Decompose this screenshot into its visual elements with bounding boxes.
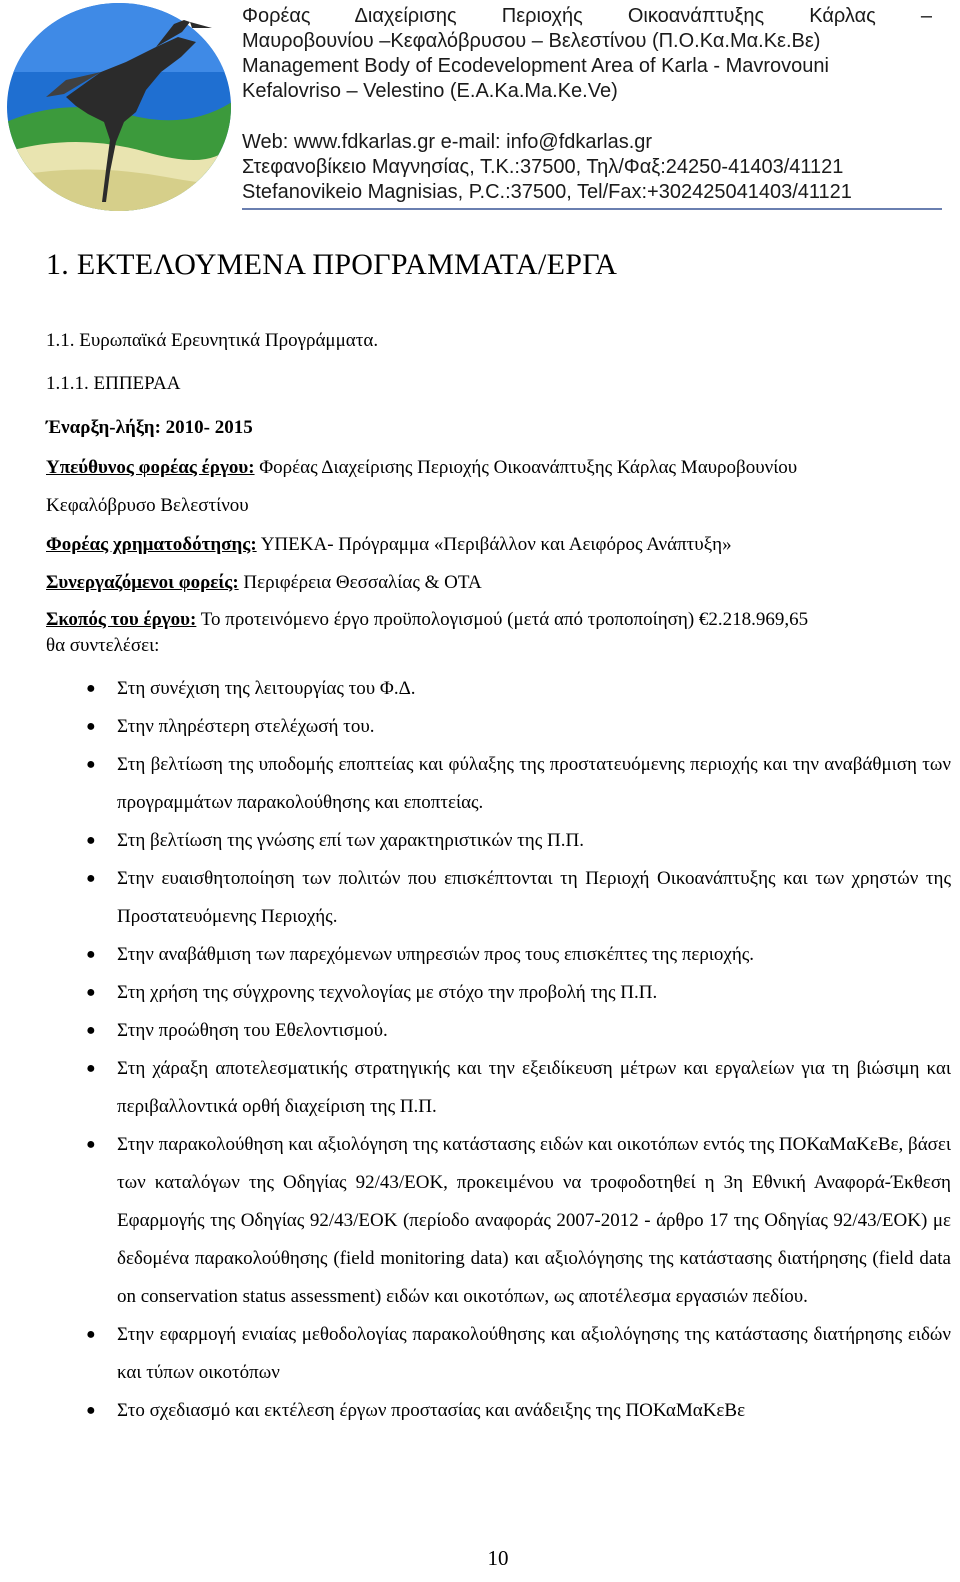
responsible-line	[46, 455, 797, 481]
section-heading: 1. ΕΚΤΕΛΟΥΜΕΝΑ ΠΡΟΓΡΑΜΜΑΤΑ/ΕΡΓΑ	[46, 248, 618, 281]
responsible-label: Υπεύθυνος φορέας έργου:	[46, 457, 255, 478]
subheading: 1.1. Ευρωπαϊκά Ερευνητικά Προγράμματα.	[46, 330, 379, 351]
list-item: ● Στο σχεδιασμό και εκτέλεση έργων προστασίας και ανάδειξης της ΠΟΚαΜαΚεΒε	[0, 1392, 952, 1430]
heron-logo	[6, 2, 232, 212]
list-item: ● Στην αναβάθμιση των παρεχόμενων υπηρεσιών προς τους επισκέπτες της περιοχής.	[0, 936, 952, 974]
page-header	[0, 0, 960, 215]
header-address-en: Stefanovikeio Magnisias, P.C.:37500, Tel/Fax:+302425041403/41121	[242, 181, 852, 203]
bullet-icon: ●	[86, 718, 96, 735]
header-line-3: Management Body of Ecodevelopment Area of Karla - Mavrovouni	[242, 55, 829, 77]
header-address-gr: Στεφανοβίκειο Μαγνησίας, Τ.Κ.:37500, Τηλ/Φαξ:24250-41403/41121	[242, 156, 844, 178]
bullet-icon: ●	[86, 1136, 96, 1153]
list-item: ● Στη συνέχιση της λειτουργίας του Φ.Δ.	[0, 670, 952, 708]
header-text	[242, 4, 932, 205]
funding-value: ΥΠΕΚΑ- Πρόγραμμα «Περιβάλλον και Αειφόρος Ανάπτυξη»	[256, 534, 732, 555]
page-number: 10	[487, 1546, 509, 1570]
list-item: ● Στη χάραξη αποτελεσματικής στρατηγικής και την εξειδίκευση μέτρων και εργαλείων για τη βιώσιμη και περιβαλλοντικά ορθή διαχείριση της Π.Π.	[0, 1050, 952, 1126]
subsubheading: 1.1.1. ΕΠΠΕΡΑΑ	[46, 373, 181, 394]
bullet-icon: ●	[86, 1402, 96, 1419]
bullet-icon: ●	[86, 870, 96, 887]
header-web-email: Web: www.fdkarlas.gr e-mail: info@fdkarlas.gr	[242, 131, 653, 153]
duration: Έναρξη-λήξη: 2010- 2015	[46, 417, 253, 438]
list-item: ● Στην παρακολούθηση και αξιολόγηση της κατάστασης ειδών και οικοτόπων εντός της ΠΟΚαΜαΚεΒε, βάσει των καταλόγων της Οδηγίας 92/43/ΕΟΚ, προκειμένου να τροφοδοτηθεί η 3η Εθνική Αναφορά-Έκθεση Εφαρμογής της Οδηγίας 92/43/ΕΟΚ (περίοδο αναφοράς 2007-2012 - άρθρο 17 της Οδηγίας 92/43/ΕΟΚ) με δεδομένα παρακολούθησης (field monitoring data) και αξιολόγησης της κατάστασης διατήρησης (field data on conservation status assessment) ειδών και οικοτόπων, ως αποτέλεσμα εργασιών πεδίου.	[0, 1126, 952, 1316]
bullet-icon: ●	[86, 1022, 96, 1039]
list-item: ● Στην προώθηση του Εθελοντισμού.	[0, 1012, 952, 1050]
goal-value: Το προτεινόμενο έργο προϋπολογισμού (μετά από τροποποίηση) €2.218.969,65	[196, 609, 809, 630]
partners-label: Συνεργαζόμενοι φορείς:	[46, 572, 239, 593]
header-line-1: Φορέας Διαχείρισης Περιοχής Οικοανάπτυξης Κάρλας –	[242, 5, 932, 27]
bullet-icon: ●	[86, 756, 96, 773]
list-item: ● Στην εφαρμογή ενιαίας μεθοδολογίας παρακολούθησης και αξιολόγησης της κατάστασης διατήρησης ειδών και τύπων οικοτόπων	[0, 1316, 952, 1392]
header-divider	[242, 208, 942, 210]
partners-value: Περιφέρεια Θεσσαλίας & ΟΤΑ	[238, 572, 482, 593]
funding-label: Φορέας χρηματοδότησης:	[46, 534, 257, 555]
bullet-icon: ●	[86, 1060, 96, 1077]
bullet-icon: ●	[86, 680, 96, 697]
goal-line	[46, 607, 808, 633]
list-item: ● Στη χρήση της σύγχρονης τεχνολογίας με στόχο την προβολή της Π.Π.	[0, 974, 952, 1012]
list-item: ● Στην ευαισθητοποίηση των πολιτών που επισκέπτονται τη Περιοχή Οικοανάπτυξης και των χρηστών της Προστατευόμενης Περιοχής.	[0, 860, 952, 936]
bullet-icon: ●	[86, 946, 96, 963]
bullet-icon: ●	[86, 1326, 96, 1343]
partners-line	[46, 570, 482, 596]
goal-value-2: θα συντελέσει:	[46, 635, 160, 656]
list-item: ● Στη βελτίωση της υποδομής εποπτείας και φύλαξης της προστατευόμενης περιοχής και την αναβάθμιση των προγραμμάτων παρακολούθησης και εποπτείας.	[0, 746, 952, 822]
goal-label: Σκοπός του έργου:	[46, 609, 197, 630]
responsible-value: Φορέας Διαχείρισης Περιοχής Οικοανάπτυξης Κάρλας Μαυροβουνίου	[254, 457, 798, 478]
bullet-icon: ●	[86, 832, 96, 849]
bullet-icon: ●	[86, 984, 96, 1001]
list-item: ● Στην πληρέστερη στελέχωσή του.	[0, 708, 952, 746]
header-line-4: Kefalovriso – Velestino (E.A.Ka.Ma.Ke.Ve)	[242, 80, 618, 102]
header-line-2: Μαυροβουνίου –Κεφαλόβρυσου – Βελεστίνου (Π.Ο.Κα.Μα.Κε.Βε)	[242, 30, 821, 52]
funding-line	[46, 532, 732, 558]
responsible-value-2: Κεφαλόβρυσο Βελεστίνου	[46, 495, 249, 516]
list-item: ● Στη βελτίωση της γνώσης επί των χαρακτηριστικών της Π.Π.	[0, 822, 952, 860]
goals-list	[0, 670, 952, 1430]
